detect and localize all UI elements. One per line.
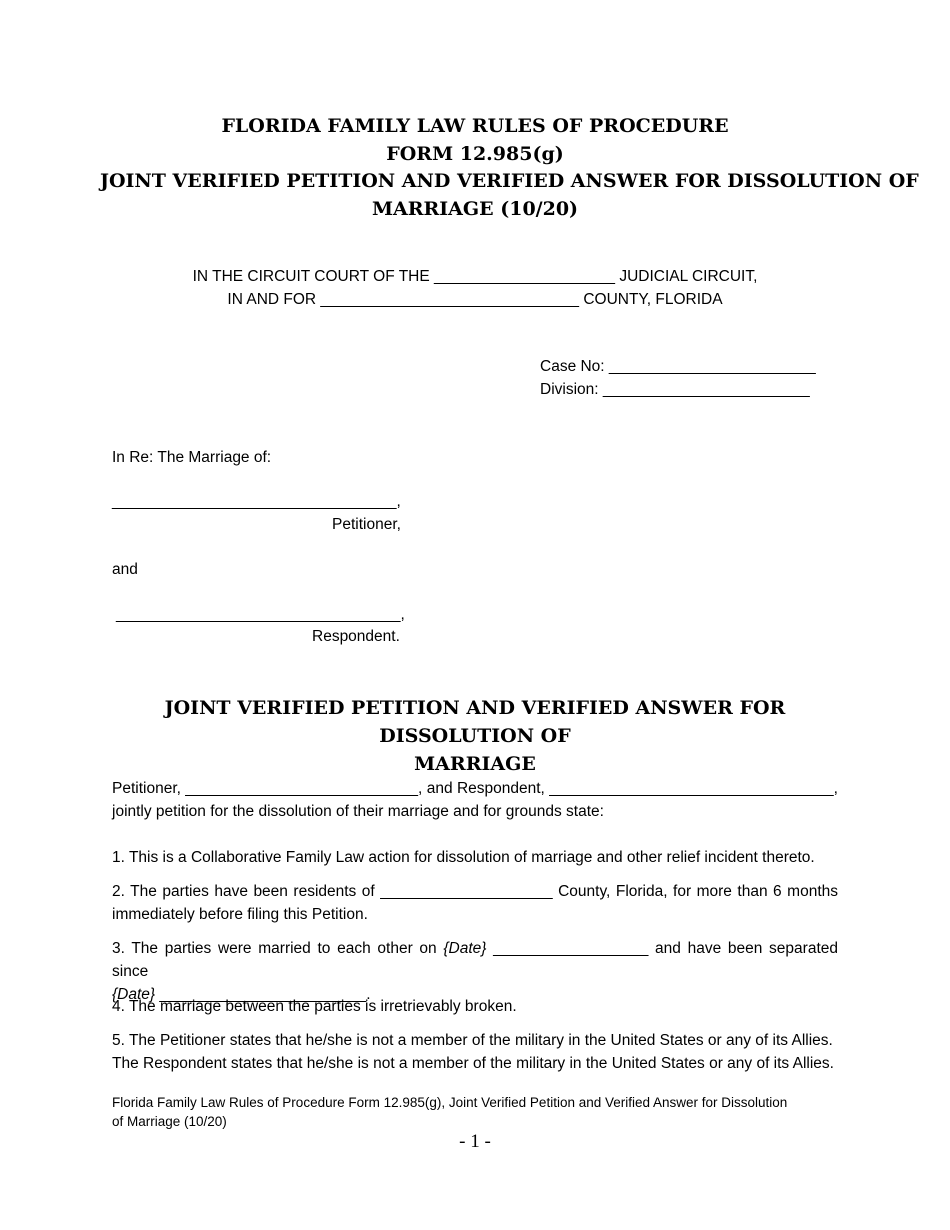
court-line-2: IN AND FOR ______________________________ COUNTY, FLORIDA [227, 291, 723, 308]
paragraph-2 [112, 880, 838, 926]
in-re-label: In Re: The Marriage of: [112, 449, 272, 466]
intro-line-2: jointly petition for the dissolution of their marriage and for grounds state: [112, 803, 604, 820]
page-footer [112, 1093, 838, 1131]
respondent-name-line: _________________________________, [116, 606, 405, 623]
paragraph-3-line-1 [112, 937, 838, 983]
footer-line-1: Florida Family Law Rules of Procedure Form 12.985(g), Joint Verified Petition and Verified Answer for Dissolution [112, 1095, 788, 1110]
paragraph-4: 4. The marriage between the parties is irretrievably broken. [112, 998, 517, 1015]
page-number: - 1 - [459, 1131, 491, 1152]
and-label: and [112, 561, 138, 578]
form-title-line-2: FORM 12.985(g) [386, 142, 564, 165]
petitioner-name-line: _________________________________, [112, 493, 401, 510]
paragraph-3-text-c: ________________________. [155, 986, 371, 1003]
section-title [100, 694, 850, 778]
footer-line-2: of Marriage (10/20) [112, 1114, 227, 1129]
respondent-label: Respondent. [312, 628, 400, 645]
intro-line-1: Petitioner, ___________________________, and Respondent, _________________________________, [112, 780, 838, 797]
paragraph-5 [112, 1029, 838, 1075]
paragraph-3-text-a: 3. The parties were married to each other on [112, 940, 444, 957]
section-title-line-1: JOINT VERIFIED PETITION AND VERIFIED ANSWER FOR DISSOLUTION OF [164, 697, 786, 747]
division-field: Division: ________________________ [540, 381, 810, 398]
petitioner-label: Petitioner, [332, 516, 401, 533]
form-title-line-1: FLORIDA FAMILY LAW RULES OF PROCEDURE [221, 115, 729, 137]
court-line-1: IN THE CIRCUIT COURT OF THE _____________________ JUDICIAL CIRCUIT, [192, 268, 758, 285]
form-title-line-3: JOINT VERIFIED PETITION AND VERIFIED ANSWER FOR DISSOLUTION OF [100, 170, 919, 192]
paragraph-2-line-2: immediately before filing this Petition. [112, 906, 368, 923]
paragraph-1: 1. This is a Collaborative Family Law action for dissolution of marriage and other relief incident thereto. [112, 849, 815, 866]
form-title-line-4: MARRIAGE (10/20) [371, 197, 579, 220]
paragraph-5-line-1: 5. The Petitioner states that he/she is not a member of the military in the United States or any of its Allies. [112, 1032, 833, 1049]
section-title-line-2: MARRIAGE [414, 753, 536, 775]
paragraph-3-text-b: __________________ and have been separated since [112, 940, 838, 980]
intro-paragraph [112, 777, 838, 823]
form-title [100, 113, 919, 223]
paragraph-5-line-2: The Respondent states that he/she is not a member of the military in the United States or any of its Allies. [112, 1055, 834, 1072]
separation-date-placeholder: {Date} [112, 986, 156, 1003]
marriage-date-placeholder: {Date} [443, 940, 487, 957]
case-number-field: Case No: ________________________ [540, 358, 816, 375]
paragraph-2-line-1: 2. The parties have been residents of ____________________ County, Florida, for more than 6 months [112, 883, 838, 900]
